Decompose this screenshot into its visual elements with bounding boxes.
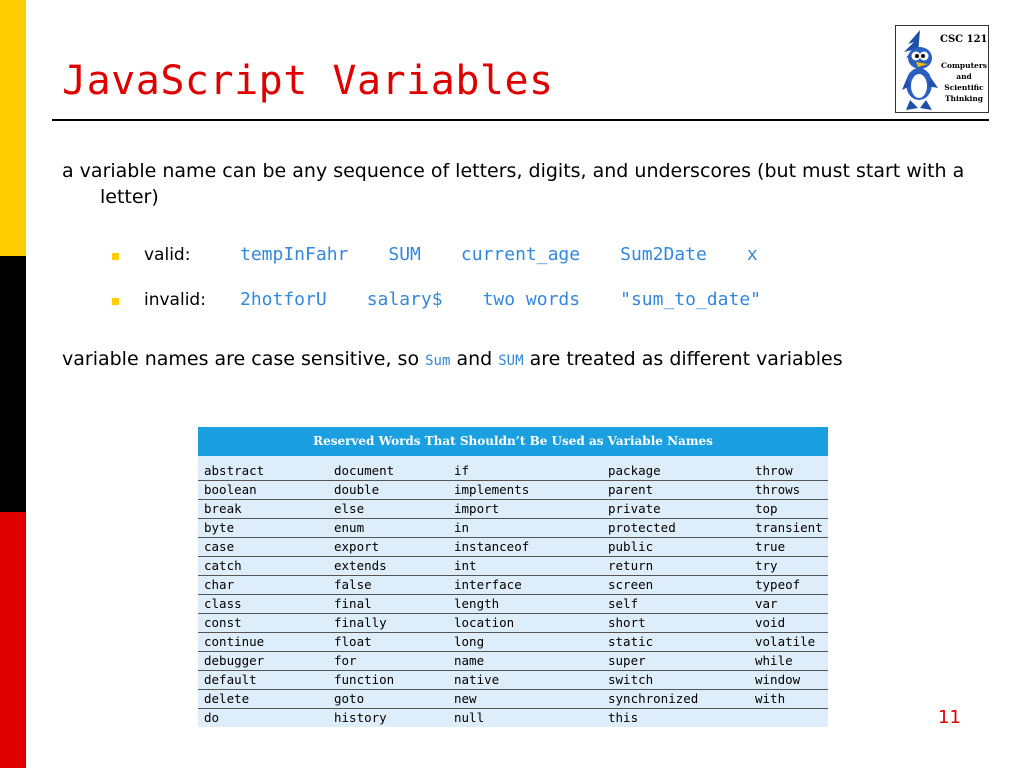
- table-cell: history: [334, 710, 387, 725]
- code-example: "sum_to_date": [620, 289, 761, 310]
- table-cell: private: [602, 500, 749, 519]
- logo-line: Computers: [940, 61, 987, 70]
- table-cell: typeof: [749, 576, 828, 595]
- logo-line: Thinking: [944, 94, 984, 103]
- page-number: 11: [938, 707, 961, 728]
- logo-line: Scientific: [944, 83, 984, 92]
- side-stripe-red: [0, 512, 26, 768]
- table-cell: double: [328, 481, 448, 500]
- code-example: x: [746, 244, 758, 265]
- code-example: Sum2Date: [620, 244, 707, 265]
- text-segment: are treated as different variables: [523, 348, 843, 370]
- text-segment: and: [450, 348, 499, 370]
- code-example: two words: [482, 289, 581, 310]
- table-cell: default: [198, 671, 328, 690]
- table-row: [198, 519, 828, 538]
- table-cell: short: [602, 614, 749, 633]
- title-divider: [52, 119, 989, 121]
- table-cell: continue: [198, 633, 328, 652]
- table-cell: const: [198, 614, 328, 633]
- bullet-label: invalid:: [144, 290, 206, 310]
- table-row: [198, 481, 828, 500]
- table-row: [198, 595, 828, 614]
- table-row: [198, 709, 828, 728]
- table-row: [198, 500, 828, 519]
- table-cell: goto: [328, 690, 448, 709]
- invalid-example-list: [240, 288, 761, 312]
- table-cell: float: [328, 633, 448, 652]
- bluejay-mascot-icon: [898, 28, 940, 112]
- table-cell: public: [602, 538, 749, 557]
- table-cell: while: [749, 652, 828, 671]
- table-cell: final: [328, 595, 448, 614]
- table-cell: with: [749, 690, 828, 709]
- table-cell: screen: [602, 576, 749, 595]
- code-inline-sum: Sum: [425, 353, 451, 369]
- table-cell: export: [328, 538, 448, 557]
- table-cell: parent: [602, 481, 749, 500]
- table-cell: length: [448, 595, 602, 614]
- table-cell: new: [448, 690, 602, 709]
- logo-course-label: CSC 121: [940, 34, 988, 45]
- table-row: [198, 538, 828, 557]
- table-caption: Reserved Words That Shouldn’t Be Used as Variable Names: [198, 427, 828, 456]
- table-cell: false: [328, 576, 448, 595]
- bullet-square-icon: [112, 253, 119, 260]
- table-cell: for: [328, 652, 448, 671]
- code-example: tempInFahr: [240, 244, 349, 265]
- table-cell: import: [448, 500, 602, 519]
- table-cell: implements: [448, 481, 602, 500]
- table-cell: var: [749, 595, 828, 614]
- table-cell: null: [454, 710, 485, 725]
- bullet-label: valid:: [144, 245, 191, 265]
- table-cell: long: [448, 633, 602, 652]
- table-cell: super: [602, 652, 749, 671]
- table-cell: name: [448, 652, 602, 671]
- table-cell: return: [602, 557, 749, 576]
- bullet-square-icon: [112, 298, 119, 305]
- table-cell: native: [448, 671, 602, 690]
- table-cell: self: [602, 595, 749, 614]
- table-row: [198, 614, 828, 633]
- code-example: current_age: [460, 244, 581, 265]
- table-cell: in: [448, 519, 602, 538]
- table-cell: this: [608, 710, 639, 725]
- table-cell: volatile: [749, 633, 828, 652]
- table-cell: throw: [749, 462, 828, 481]
- code-inline-sum-upper: SUM: [498, 353, 524, 369]
- table-row: [198, 462, 828, 481]
- table-cell: static: [602, 633, 749, 652]
- table-cell: [749, 709, 828, 728]
- side-stripe-black: [0, 256, 26, 512]
- table-cell: throws: [749, 481, 828, 500]
- side-stripe-yellow: [0, 0, 26, 256]
- table-row: [198, 633, 828, 652]
- table-cell: document: [328, 462, 448, 481]
- table-row: [198, 690, 828, 709]
- table-body: [198, 456, 828, 727]
- table-cell: delete: [198, 690, 328, 709]
- valid-example-list: [240, 243, 758, 267]
- table-row: [198, 576, 828, 595]
- slide-title: JavaScript Variables: [62, 58, 554, 104]
- table-row: [198, 652, 828, 671]
- table-cell: int: [448, 557, 602, 576]
- table-cell: interface: [448, 576, 602, 595]
- table-cell: abstract: [198, 462, 328, 481]
- table-cell: char: [198, 576, 328, 595]
- table-cell: debugger: [198, 652, 328, 671]
- text-segment: variable names are case sensitive, so: [62, 348, 426, 370]
- table-cell: true: [749, 538, 828, 557]
- table-cell: try: [749, 557, 828, 576]
- table-cell: window: [749, 671, 828, 690]
- code-example: 2hotforU: [240, 289, 327, 310]
- table-cell: enum: [328, 519, 448, 538]
- table-row: [198, 557, 828, 576]
- table-cell: boolean: [198, 481, 328, 500]
- table-cell: extends: [328, 557, 448, 576]
- table-cell: package: [602, 462, 749, 481]
- table-cell: do: [204, 710, 220, 725]
- table-cell: protected: [602, 519, 749, 538]
- table-cell: void: [749, 614, 828, 633]
- code-example: SUM: [388, 244, 421, 265]
- table-cell: top: [749, 500, 828, 519]
- table-cell: byte: [198, 519, 328, 538]
- table-cell: instanceof: [448, 538, 602, 557]
- logo-line: and: [956, 72, 972, 81]
- table-cell: else: [328, 500, 448, 519]
- paragraph-case-sensitivity: [62, 346, 1000, 374]
- code-example: salary$: [366, 289, 443, 310]
- paragraph-variable-naming: a variable name can be any sequence of letters, digits, and underscores (but must start with a letter): [62, 160, 965, 208]
- table-cell: location: [448, 614, 602, 633]
- table-cell: transient: [749, 519, 828, 538]
- reserved-words-table: [198, 427, 828, 727]
- table-cell: case: [198, 538, 328, 557]
- table-cell: if: [448, 462, 602, 481]
- table-cell: switch: [602, 671, 749, 690]
- table-cell: break: [198, 500, 328, 519]
- table-row: [198, 671, 828, 690]
- table-cell: finally: [328, 614, 448, 633]
- table-cell: catch: [198, 557, 328, 576]
- table-cell: function: [328, 671, 448, 690]
- course-logo: [895, 25, 989, 113]
- table-cell: synchronized: [602, 690, 749, 709]
- table-cell: class: [198, 595, 328, 614]
